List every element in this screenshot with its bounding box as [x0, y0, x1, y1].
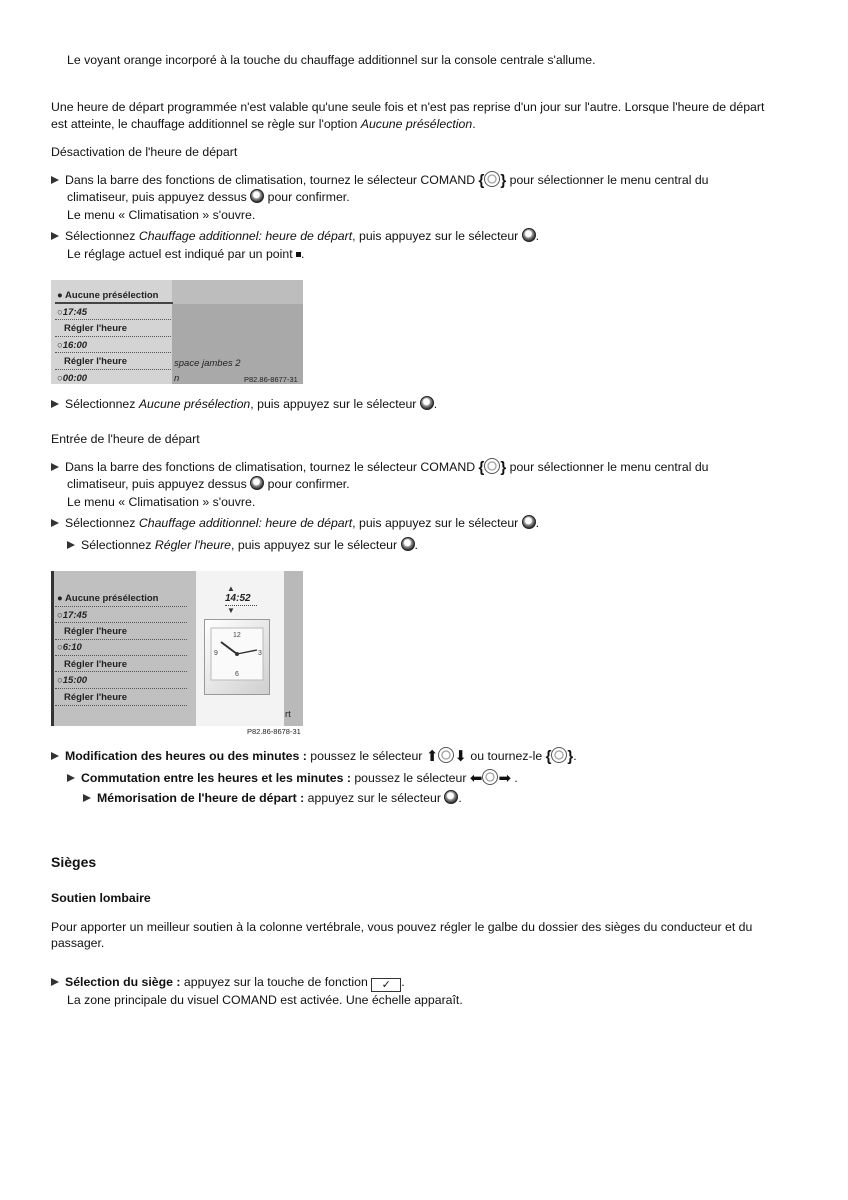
step-arrow-icon	[67, 774, 75, 782]
step-arrow-icon	[51, 519, 59, 527]
menu-item-time: ○16:00	[57, 340, 88, 351]
push-down-icon: ⬇	[454, 748, 467, 765]
step-open-climate-menu: Dans la barre des fonctions de climatisation, tournez le sélecteur COMAND { } pour sélectionner le menu central du	[51, 458, 709, 475]
side-label: n	[174, 373, 180, 384]
comand-press-icon	[250, 476, 264, 490]
bullet-point-icon	[296, 252, 301, 257]
menu-item-time: ○17:45	[57, 610, 88, 621]
heading-entry: Entrée de l'heure de départ	[51, 432, 200, 446]
side-label: rt	[285, 709, 291, 720]
comand-screenshot-1	[51, 280, 303, 384]
step-open-climate-menu-2: climatiseur, puis appuyez dessus pour confirmer.	[67, 190, 350, 204]
comand-screenshot-2	[51, 571, 303, 726]
menu-item-time: ○15:00	[57, 675, 88, 686]
comand-rotate-icon: { }	[478, 172, 507, 189]
step-switch-hours-minutes: Commutation entre les heures et les minutes : poussez le sélecteur ⬅ ➡ .	[67, 769, 518, 786]
menu-item-set-time: Régler l'heure	[64, 323, 127, 334]
step-open-climate-menu-2: climatiseur, puis appuyez dessus pour confirmer.	[67, 477, 350, 491]
step-arrow-icon	[51, 978, 59, 986]
menu-item-time: ○00:00	[57, 373, 88, 384]
comand-press-icon	[401, 537, 415, 551]
side-label: space jambes 2	[174, 358, 241, 369]
menu-item-time: ○6:10	[57, 642, 82, 653]
clock-numeral: 6	[235, 671, 239, 678]
clock-frame	[204, 619, 270, 695]
step-save-departure: Mémorisation de l'heure de départ : appuyez sur le sélecteur .	[83, 790, 462, 806]
menu-item-set-time: Régler l'heure	[64, 692, 127, 703]
subheading-lumbar: Soutien lombaire	[51, 891, 151, 905]
step-select-heater-time: Sélectionnez Chauffage additionnel: heure de départ, puis appuyez sur le sélecteur .	[51, 228, 539, 244]
comand-rotate-icon: { }	[478, 459, 507, 476]
menu-item-set-time: Régler l'heure	[64, 626, 127, 637]
comand-rotate-icon: { }	[545, 748, 574, 765]
step-arrow-icon	[51, 232, 59, 240]
step-arrow-icon	[51, 176, 59, 184]
heading-deactivation: Désactivation de l'heure de départ	[51, 145, 238, 159]
clock-numeral: 3	[258, 650, 262, 657]
step-select-no-preset: Sélectionnez Aucune présélection, puis appuyez sur le sélecteur .	[51, 396, 437, 412]
comand-controller-icon	[482, 769, 498, 785]
push-up-icon: ⬆	[425, 748, 439, 765]
step-modify-time: Modification des heures ou des minutes : poussez le sélecteur ⬆ ⬇ ou tournez-le { }.	[51, 747, 577, 764]
comand-press-icon	[420, 396, 434, 410]
menu-item-none: ● Aucune présélection	[57, 290, 159, 301]
menu-item-set-time: Régler l'heure	[64, 659, 127, 670]
step-arrow-icon	[51, 400, 59, 408]
clock-numeral: 9	[214, 650, 218, 657]
figure-reference: P82.86-8678-31	[247, 727, 301, 736]
step-arrow-icon	[83, 794, 91, 802]
step-result-current-setting: Le réglage actuel est indiqué par un point .	[67, 247, 305, 261]
time-display: 14:52	[225, 593, 251, 604]
comand-press-icon	[444, 790, 458, 804]
step-select-seat: Sélection du siège : appuyez sur la touche de fonction ✓ .	[51, 974, 405, 992]
step-result-menu-opens: Le menu « Climatisation » s'ouvre.	[67, 495, 256, 509]
step-select-heater-time: Sélectionnez Chauffage additionnel: heure de départ, puis appuyez sur le sélecteur .	[51, 515, 539, 531]
menu-item-set-time: Régler l'heure	[64, 356, 127, 367]
paragraph-heater-light: Le voyant orange incorporé à la touche du chauffage additionnel sur la console centrale s'allume.	[67, 53, 596, 67]
step-open-climate-menu: Dans la barre des fonctions de climatisation, tournez le sélecteur COMAND { } pour sélectionner le menu central du	[51, 171, 709, 188]
clock-numeral: 12	[233, 632, 241, 639]
section-heading-seats: Sièges	[51, 854, 97, 870]
push-right-icon: ➡	[498, 770, 512, 787]
comand-press-icon	[522, 228, 536, 242]
comand-press-icon	[250, 189, 264, 203]
push-left-icon: ⬅	[469, 770, 483, 787]
step-result-scale: La zone principale du visuel COMAND est activée. Une échelle apparaît.	[67, 993, 463, 1007]
menu-item-none: ● Aucune présélection	[57, 593, 159, 604]
step-arrow-icon	[67, 541, 75, 549]
arrow-up-icon: ▲	[227, 584, 235, 593]
paragraph-departure-once: Une heure de départ programmée n'est valable qu'une seule fois et n'est pas reprise d'un jour sur l'autre. Lorsque l'heure de départ	[51, 100, 765, 114]
step-arrow-icon	[51, 463, 59, 471]
comand-controller-icon	[438, 747, 454, 763]
paragraph-lumbar: Pour apporter un meilleur soutien à la colonne vertébrale, vous pouvez régler le galbe du dossier des sièges du conducteur et du	[51, 920, 753, 934]
arrow-down-icon: ▼	[227, 606, 235, 615]
paragraph-departure-once-2: est atteinte, le chauffage additionnel se règle sur l'option Aucune présélection.	[51, 117, 476, 131]
figure-reference: P82.86-8677-31	[244, 375, 298, 384]
comand-press-icon	[522, 515, 536, 529]
seat-function-key-icon: ✓	[371, 978, 401, 992]
menu-item-time: ○17:45	[57, 307, 88, 318]
paragraph-lumbar-2: passager.	[51, 936, 105, 950]
step-arrow-icon	[51, 752, 59, 760]
step-result-menu-opens: Le menu « Climatisation » s'ouvre.	[67, 208, 256, 222]
step-select-set-time: Sélectionnez Régler l'heure, puis appuyez sur le sélecteur .	[67, 537, 418, 553]
